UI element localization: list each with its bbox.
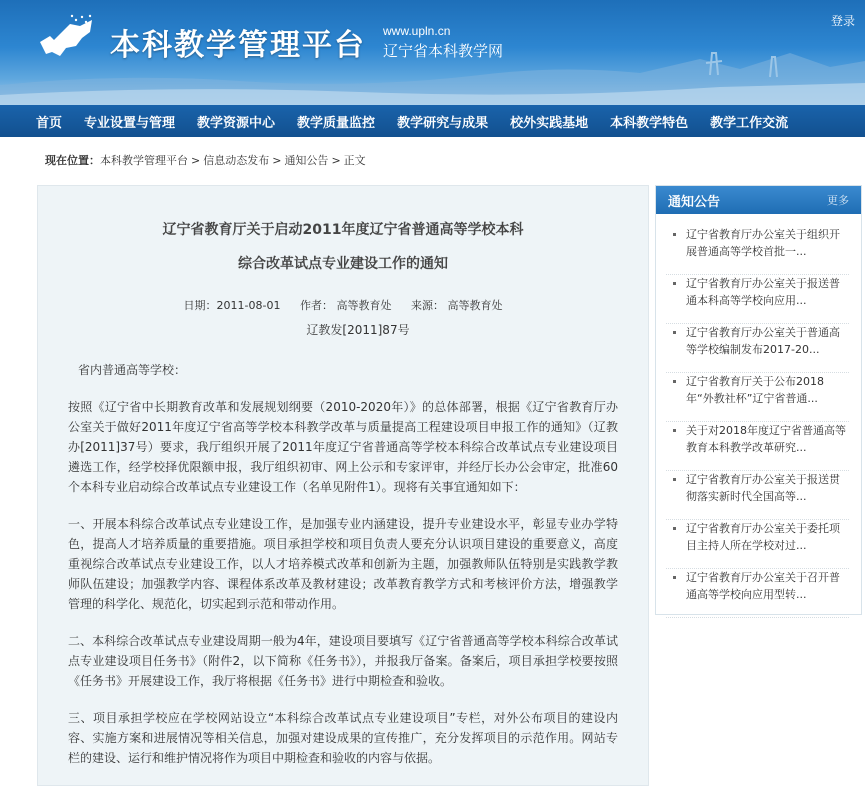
site-url: www.upln.cn [383,24,451,38]
site-subtitle: 辽宁省本科教学网 [383,42,504,60]
nav-item-research-results[interactable]: 教学研究与成果 [397,115,489,131]
breadcrumb-separator: > [191,154,201,167]
document-number: 辽教发[2011]87号 [306,323,410,337]
notice-item-text: 关于对2018年度辽宁省普通高等教育本科教学改革研究... [686,424,846,454]
article-title-line-1: 辽宁省教育厅关于启动2011年度辽宁省普通高等学校本科 [162,222,524,238]
breadcrumb-separator: > [331,154,341,167]
notice-item-text: 辽宁省教育厅办公室关于普通高等学校编制发布2017-20... [686,326,840,356]
notice-item-text: 辽宁省教育厅办公室关于报送贯彻落实新时代全国高等... [686,473,840,503]
breadcrumb-separator: > [272,154,282,167]
sidebar-more-link[interactable]: 更多 [827,194,849,207]
nav-item-practice-bases[interactable]: 校外实践基地 [510,115,589,131]
nav-item-resource-center[interactable]: 教学资源中心 [197,115,276,131]
notice-item[interactable] [666,520,849,569]
article-date: 日期：2011-08-01 [183,299,281,312]
site-title: 本科教学管理平台 [110,28,366,63]
notice-item-text: 辽宁省教育厅办公室关于委托项目主持人所在学校对过... [686,522,840,552]
nav-item-home[interactable]: 首页 [36,115,63,131]
main-nav [0,105,865,137]
notices-sidebar [655,185,862,615]
article-paragraph: 按照《辽宁省中长期教育改革和发展规划纲要（2010-2020年）》的总体部署，根据《辽宁省教育厅办公室关于做好2011年度辽宁省高等学校本科教学改革与质量提高工程建设项目申报工作的通知》（辽教办[2011]37号）要求，我厅组织开展了2011年度辽宁省普通高等学校本科综合改革试点专业建设项目遴选工作，经学校择优限额申报，我厅组织初审、网上公示和专家评审，并经厅长办公会审定，批准60个本科专业启动综合改革试点专业建设工作（名单见附件1）。现将有关事宜通知如下： [68,400,618,494]
notice-item[interactable] [666,471,849,520]
notice-item-text: 辽宁省教育厅办公室关于召开普通高等学校向应用型转... [686,571,840,601]
nav-item-quality-monitoring[interactable]: 教学质量监控 [297,115,376,131]
nav-item-major-management[interactable]: 专业设置与管理 [84,115,176,131]
article-salutation: 省内普通高等学校： [78,363,187,377]
article-source: 来源： 高等教育处 [410,299,503,312]
article-panel [37,185,649,786]
article-paragraph: 三、项目承担学校应在学校网站设立“本科综合改革试点专业建设项目”专栏，对外公布项目的建设内容、实施方案和进展情况等相关信息，加强对建设成果的宣传推广，充分发挥项目的示范作用。网站专栏的建设、运行和维护情况将作为项目中期检查和验收的内容与依据。 [68,711,618,765]
article-title-line-2: 综合改革试点专业建设工作的通知 [238,256,448,272]
article-paragraph: 二、本科综合改革试点专业建设周期一般为4年，建设项目要填写《辽宁省普通高等学校本科综合改革试点专业建设项目任务书》（附件2，以下简称《任务书》），并报我厅备案。备案后，项目承担学校要按照《任务书》开展建设工作，我厅将根据《任务书》进行中期检查和验收。 [68,634,618,688]
header-banner [0,0,865,105]
notice-item[interactable] [666,569,849,618]
notice-list [656,214,861,618]
article-paragraph: 一、开展本科综合改革试点专业建设工作，是加强专业内涵建设，提升专业建设水平，彰显专业办学特色，提高人才培养质量的重要措施。项目承担学校和项目负责人要充分认识项目建设的重要意义，高度重视综合改革试点专业建设工作，以人才培养模式改革和创新为主题，加强教师队伍特别是实践教学教师队伍建设；加强教学内容、课程体系改革及教材建设；改革教育教学方式和考核评价方法，增强教学管理的科学化、规范化，切实起到示范和带动作用。 [68,517,618,611]
breadcrumb [45,152,366,168]
article-author: 作者： 高等教育处 [299,299,392,312]
breadcrumb-item-news[interactable]: 信息动态发布 [203,154,270,167]
article-body [38,360,648,768]
nav-item-teaching-features[interactable]: 本科教学特色 [610,115,689,131]
notice-item-text: 辽宁省教育厅办公室关于报送普通本科高等学校向应用... [686,277,840,307]
notice-item[interactable] [666,422,849,471]
sidebar-header [656,186,861,214]
sidebar-title: 通知公告 [668,194,721,210]
login-link[interactable]: 登录 [830,14,855,28]
liaoning-map-logo-icon [36,14,96,64]
notice-item[interactable] [666,226,849,275]
notice-item-text: 辽宁省教育厅办公室关于组织开展普通高等学校首批一... [686,228,840,258]
breadcrumb-item-current: 正文 [343,154,366,167]
notice-item[interactable] [666,275,849,324]
breadcrumb-item-platform[interactable]: 本科教学管理平台 [100,154,188,167]
article-meta [38,297,648,313]
breadcrumb-item-notices[interactable]: 通知公告 [284,154,329,167]
article-title [38,186,648,281]
notice-item[interactable] [666,373,849,422]
notice-item-text: 辽宁省教育厅关于公布2018年“外教社杯”辽宁省普通... [686,375,824,405]
nav-item-teaching-exchange[interactable]: 教学工作交流 [710,115,789,131]
notice-item[interactable] [666,324,849,373]
breadcrumb-label: 现在位置： [45,154,100,167]
